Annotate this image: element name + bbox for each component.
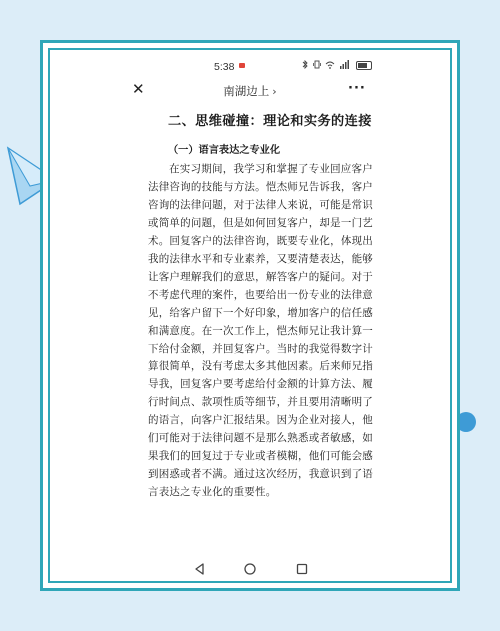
account-title-link[interactable] xyxy=(52,83,448,99)
battery-icon xyxy=(356,61,372,70)
back-triangle-icon[interactable] xyxy=(193,562,207,576)
account-title: 南湖边上 xyxy=(223,84,270,98)
status-icons xyxy=(302,60,372,72)
bluetooth-icon xyxy=(302,60,309,69)
recents-square-icon[interactable] xyxy=(295,562,309,576)
home-circle-icon[interactable] xyxy=(243,562,257,576)
wifi-icon xyxy=(325,60,335,69)
close-button[interactable]: ✕ xyxy=(132,80,145,98)
article-content xyxy=(148,112,373,502)
phone-screen xyxy=(52,52,448,579)
notification-icon xyxy=(239,63,245,68)
article-paragraph: 在实习期间，我学习和掌握了专业回应客户法律咨询的技能与方法。恺杰师兄告诉我，客户咨询的法律问题，对于法律人来说，可能是常识或简单的问题，但是如何回复客户，却是一门艺术。回复客户的法律咨询，既要专业化，体现出我的法律水平和专业素养，又要清楚表达，能够让客户理解我们的意思，解答客户的疑问。对于不考虑代理的案件，也要给出一份专业的法律意见，给客户留下一个好印象，增加客户的信任感和满意度。在一次工作上，恺杰师兄让我计算一下给付金额，并回复客户。当时的我觉得数字计算很简单，没有考虑太多其他因素。后来师兄指导我，回复客户要考虑给付金额的计算方法、履行时间点、款项性质等细节，并且要用清晰明了的语言，向客户汇报结果。因为企业对接人，他们可能对于法律问题不是那么熟悉或者敏感，如果我们的回复过于专业或者模糊，他们可能会感到困惑或者不满。通过这次经历，我意识到了语言表达之专业化的重要性。 xyxy=(148,163,373,499)
section-heading: 二、思维碰撞：理论和实务的连接 xyxy=(168,114,372,129)
signal-icon xyxy=(339,60,349,69)
system-navigation-bar xyxy=(52,562,448,579)
vibrate-icon xyxy=(313,60,321,69)
status-time: 5:38 xyxy=(214,61,235,73)
subsection-heading: （一）语言表达之专业化 xyxy=(168,145,281,156)
more-options-button[interactable]: ··· xyxy=(348,81,366,96)
title-bar xyxy=(52,80,448,102)
chevron-right-icon: › xyxy=(272,85,277,98)
status-bar xyxy=(52,52,448,80)
